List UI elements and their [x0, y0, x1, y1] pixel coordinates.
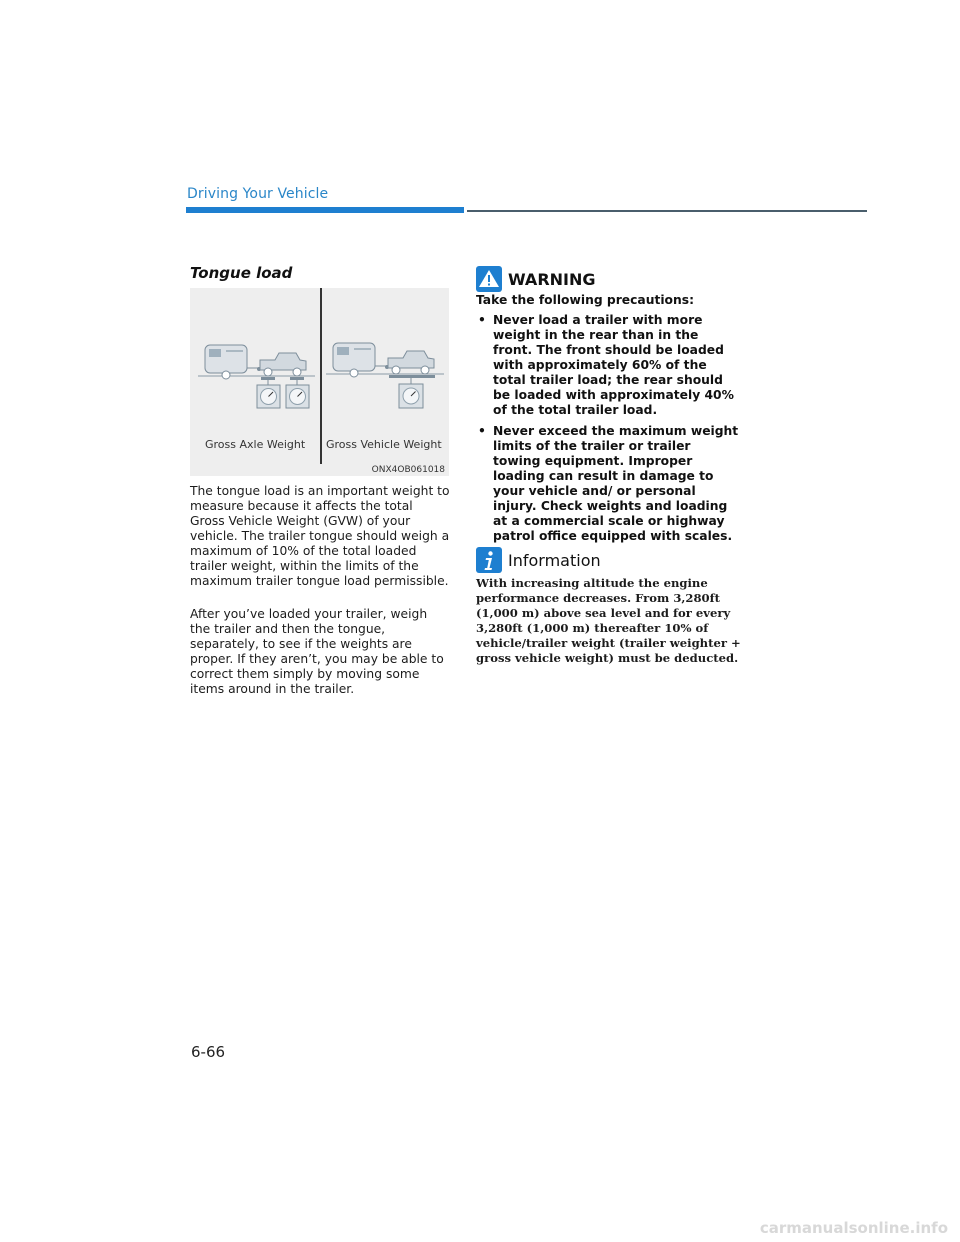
gross-axle-weight-label: Gross Axle Weight	[205, 438, 306, 451]
bullet-icon: •	[478, 313, 486, 327]
left-panel-illustration	[198, 345, 315, 408]
warning-header	[476, 266, 596, 292]
paragraph-tongue-load: The tongue load is an important weight to measure because it affects the total Gross Vehicle Weight (GVW) of your vehicle. The trailer tongue should weigh a maximum of 10% of the total loaded trailer weight, within the limits of the maximum trailer tongue load permissible.	[190, 484, 450, 588]
tongue-load-figure	[190, 288, 449, 476]
information-header	[476, 547, 601, 573]
information-text: With increasing altitude the engine performance decreases. From 3,280ft (1,000 m) above sea level and for every 3,280ft (1,000 m) thereafter 10% of vehicle/trailer weight (trailer weighter + gross vehicle weight) must be deducted.	[476, 576, 741, 665]
header-accent-bar	[186, 207, 464, 213]
section-heading: Tongue load	[190, 264, 293, 282]
paragraph-weigh-trailer: After you’ve loaded your trailer, weigh the trailer and then the tongue, separately, to see if the weights are proper. If they aren’t, you may be able to correct them simply by moving some items around in the trailer.	[190, 607, 444, 696]
figure-code: ONX4OB061018	[371, 465, 445, 475]
information-title: Information	[508, 550, 601, 570]
warning-title: WARNING	[508, 269, 596, 289]
page-number: 6-66	[191, 1043, 226, 1061]
bullet-icon: •	[478, 424, 486, 438]
list-item: • Never load a trailer with more weight in the rear than in the front. The front should be loaded with approximately 60% of the total trailer load; the rear should be loaded with approximately 40% of the total trailer load.	[478, 313, 734, 417]
figure-divider	[320, 288, 322, 464]
warning-intro: Take the following precautions:	[476, 293, 694, 307]
gross-vehicle-weight-label: Gross Vehicle Weight	[326, 438, 442, 451]
chapter-title: Driving Your Vehicle	[187, 186, 329, 202]
warning-triangle-icon	[476, 266, 502, 292]
right-panel-illustration	[326, 343, 444, 408]
warning-list	[476, 313, 741, 550]
watermark: carmanualsonline.info	[759, 1219, 948, 1237]
list-item: • Never exceed the maximum weight limits of the trailer or trailer towing equipment. Improper loading can result in damage to your vehicle and/ or personal injury. Check weights and loading at a commercial scale or highway patrol office equipped with scales.	[478, 424, 739, 543]
header-rule	[467, 210, 867, 212]
info-icon	[476, 547, 502, 573]
